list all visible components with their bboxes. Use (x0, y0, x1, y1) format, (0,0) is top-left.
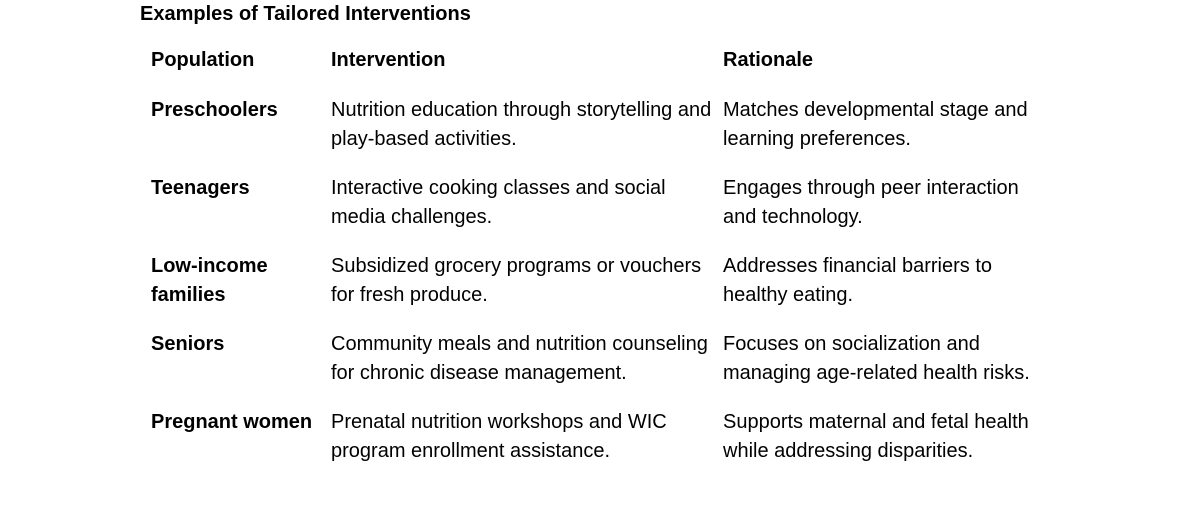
table-row (140, 408, 1043, 486)
intervention-cell: Nutrition education through storytelling and play-based activities. (331, 99, 712, 150)
population-cell: Seniors (151, 333, 225, 355)
intervention-cell: Prenatal nutrition workshops and WIC program enrollment assistance. (331, 411, 667, 462)
table-header-row (140, 46, 1043, 96)
rationale-cell: Addresses financial barriers to healthy eating. (723, 255, 993, 306)
rationale-cell: Matches developmental stage and learning preferences. (723, 99, 1028, 150)
table-row (140, 174, 1043, 252)
rationale-cell: Supports maternal and fetal health while addressing disparities. (723, 411, 1029, 462)
column-header-population: Population (151, 49, 255, 71)
population-cell: Teenagers (151, 177, 250, 199)
intervention-cell: Interactive cooking classes and social media challenges. (331, 177, 666, 228)
column-header-rationale: Rationale (723, 49, 814, 71)
table-row (140, 330, 1043, 408)
intervention-cell: Community meals and nutrition counseling for chronic disease management. (331, 333, 708, 384)
table-row (140, 96, 1043, 174)
table-row (140, 252, 1043, 330)
population-cell: Preschoolers (151, 99, 278, 121)
column-header-intervention: Intervention (331, 49, 446, 71)
section-title: Examples of Tailored Interventions (140, 3, 471, 25)
rationale-cell: Engages through peer interaction and technology. (723, 177, 1019, 228)
interventions-table (140, 46, 1043, 486)
population-cell: Low-income families (151, 255, 268, 306)
intervention-cell: Subsidized grocery programs or vouchers for fresh produce. (331, 255, 702, 306)
population-cell: Pregnant women (151, 411, 313, 433)
document (140, 0, 1060, 486)
rationale-cell: Focuses on socialization and managing age-related health risks. (723, 333, 1030, 384)
